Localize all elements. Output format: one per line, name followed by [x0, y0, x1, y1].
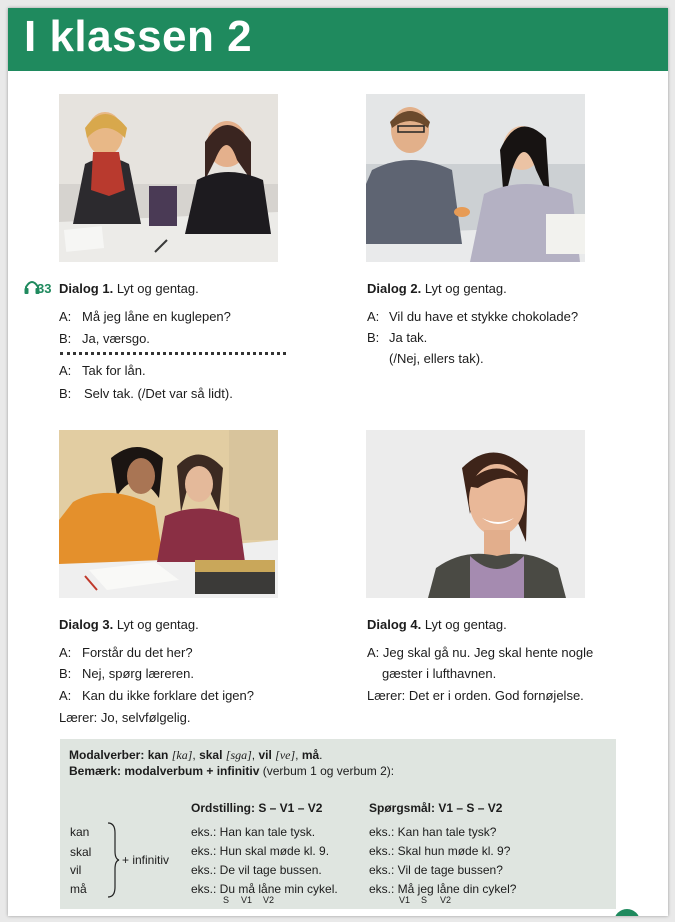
- speaker-label: A:: [59, 363, 72, 378]
- dialog-1-line: [59, 331, 150, 347]
- modal-verbs-line: Modalverber: kan [ka], skal [sga], vil [ve], må.: [69, 748, 323, 762]
- dialog-text: Må jeg låne en kuglepen?: [82, 309, 231, 324]
- photo-dialog-4: [366, 430, 585, 598]
- dialog-text: Tak for lån.: [82, 363, 146, 378]
- speaker-label: A:: [59, 309, 72, 324]
- dialog-text: Ja tak.: [389, 330, 428, 345]
- dialog-3-line: [59, 710, 191, 726]
- chapter-header: [8, 8, 668, 71]
- dialog-text: Nej, spørg læreren.: [82, 666, 194, 681]
- photo-dialog-1: [59, 94, 278, 262]
- modal-list-item: vil: [70, 863, 82, 877]
- word-order-marker: V2: [440, 895, 452, 905]
- dialog-text: (/Nej, ellers tak).: [389, 351, 484, 366]
- modal-verb: kan: [147, 748, 169, 762]
- pronunciation: [ka]: [171, 748, 193, 762]
- speaker-label: Lærer:: [367, 688, 406, 703]
- dialog-4-line: [382, 666, 496, 682]
- dialog-2-heading: [367, 281, 507, 297]
- word-order-marker: S: [223, 895, 230, 905]
- photo-dialog-3: [59, 430, 278, 598]
- dialog-text: Vil du have et stykke chokolade?: [389, 309, 579, 324]
- dialog-title: Dialog 4.: [367, 617, 422, 632]
- modal-list-item: skal: [70, 845, 92, 859]
- modal-list-item: må: [70, 882, 87, 896]
- modal-verb: må: [301, 748, 320, 762]
- dialog-title: Dialog 3.: [59, 617, 114, 632]
- spoergsmaal-example: eks.: Kan han tale tysk?: [369, 825, 497, 839]
- pronunciation: [sga]: [225, 748, 252, 762]
- word-order-marker: V1: [241, 895, 253, 905]
- dialog-title: Dialog 1.: [59, 281, 114, 296]
- ordstilling-example: eks.: Han kan tale tysk.: [191, 825, 316, 839]
- dialog-instruction: Lyt og gentag.: [424, 617, 507, 632]
- dialog-3-line: [59, 666, 194, 682]
- dialog-instruction: Lyt og gentag.: [116, 617, 199, 632]
- speaker-label: B:: [59, 666, 72, 681]
- textbook-page: [8, 8, 668, 916]
- speaker-label: B:: [59, 386, 72, 401]
- ordstilling-example: eks.: Du må låne min cykel.: [191, 882, 338, 896]
- dialog-title: Dialog 2.: [367, 281, 422, 296]
- dialog-text: gæster i lufthavnen.: [382, 666, 497, 681]
- dotted-divider: [60, 352, 286, 355]
- speaker-label: A:: [367, 645, 380, 660]
- dialog-text: Ja, værsgo.: [82, 331, 150, 346]
- speaker-label: B:: [59, 331, 72, 346]
- track-number: 33: [37, 281, 52, 296]
- spoergsmaal-example: eks.: Vil de tage bussen?: [369, 863, 503, 877]
- dialog-text: Kan du ikke forklare det igen?: [82, 688, 254, 703]
- speaker-label: B:: [367, 330, 380, 345]
- word-order-marker: V2: [263, 895, 275, 905]
- dialog-4-line: [367, 688, 584, 704]
- spoergsmaal-example: eks.: Må jeg låne din cykel?: [369, 882, 517, 896]
- dialog-3-line: [59, 688, 254, 704]
- dialog-1-line: [59, 309, 231, 325]
- modal-verb: skal: [199, 748, 223, 762]
- dialog-text: Jeg skal gå nu. Jeg skal hente nogle: [382, 645, 594, 660]
- dialog-1-line: [59, 386, 233, 402]
- pronunciation: [ve]: [275, 748, 296, 762]
- dialog-1-line: [59, 363, 146, 379]
- dialog-text: Jo, selvfølgelig.: [100, 710, 191, 725]
- dialog-text: Det er i orden. God fornøjelse.: [408, 688, 584, 703]
- ordstilling-heading: Ordstilling: S – V1 – V2: [191, 801, 323, 815]
- spoergsmaal-heading: Spørgsmål: V1 – S – V2: [369, 801, 503, 815]
- dialog-text: Forstår du det her?: [82, 645, 193, 660]
- dialog-2-line: [389, 351, 484, 367]
- modal-label: Modalverber:: [69, 748, 145, 762]
- grammar-box: [60, 739, 616, 909]
- dialog-4-line: [367, 645, 593, 661]
- word-order-marker: V1: [399, 895, 411, 905]
- dialog-4-heading: [367, 617, 507, 633]
- dialog-text: Selv tak. (/Det var så lidt).: [84, 386, 233, 401]
- grammar-note: [69, 764, 394, 778]
- dialog-instruction: Lyt og gentag.: [424, 281, 507, 296]
- spoergsmaal-example: eks.: Skal hun møde kl. 9?: [369, 844, 511, 858]
- photo-dialog-2: [366, 94, 585, 262]
- page-corner-tab: [614, 909, 640, 916]
- dialog-1-heading: [59, 281, 199, 297]
- dialog-instruction: Lyt og gentag.: [116, 281, 199, 296]
- modal-verb: vil: [258, 748, 272, 762]
- speaker-label: A:: [59, 645, 72, 660]
- ordstilling-example: eks.: De vil tage bussen.: [191, 863, 322, 877]
- right-brace-icon: [106, 821, 120, 899]
- dialog-2-line: [367, 309, 579, 325]
- ordstilling-example: eks.: Hun skal møde kl. 9.: [191, 844, 330, 858]
- note-bold: Bemærk: modalverbum + infinitiv: [69, 764, 260, 778]
- dialog-2-line: [367, 330, 428, 346]
- dialog-3-line: [59, 645, 193, 661]
- note-rest: (verbum 1 og verbum 2):: [262, 764, 395, 778]
- chapter-title: I klassen 2: [24, 12, 253, 61]
- modal-list-item: kan: [70, 825, 90, 839]
- speaker-label: A:: [59, 688, 72, 703]
- speaker-label: Lærer:: [59, 710, 98, 725]
- dialog-3-heading: [59, 617, 199, 633]
- word-order-marker: S: [421, 895, 428, 905]
- speaker-label: A:: [367, 309, 380, 324]
- plus-infinitiv: + infinitiv: [122, 853, 170, 867]
